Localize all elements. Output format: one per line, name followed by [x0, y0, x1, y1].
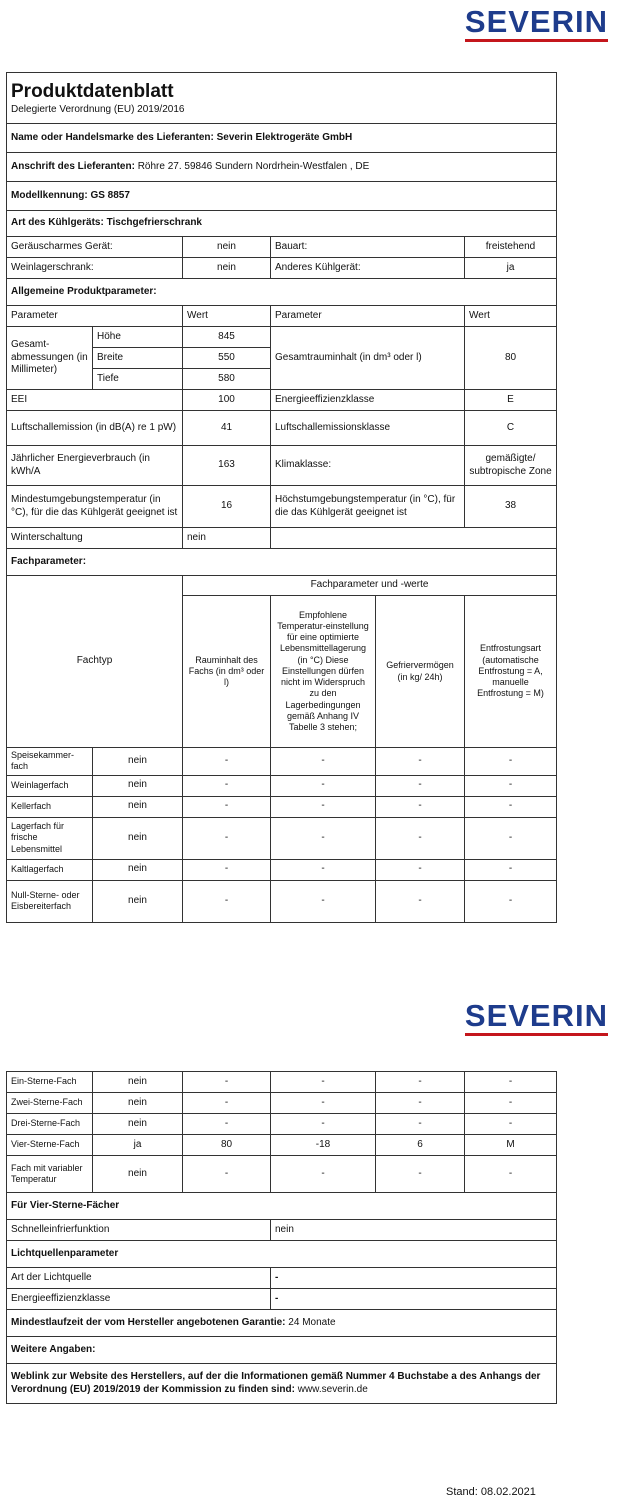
compartment-freeze: - — [376, 748, 465, 776]
light-class-value: - — [271, 1289, 557, 1310]
compartment-temp: - — [271, 1093, 376, 1114]
light-class-label: Energieeffizienzklasse — [7, 1289, 271, 1310]
compartment-freeze: - — [376, 859, 465, 880]
compartment-defrost: - — [465, 880, 557, 922]
compartment-defrost: M — [465, 1135, 557, 1156]
logo-text: SEVERIN — [464, 4, 608, 39]
product-datasheet-table-page2 — [6, 1071, 557, 1404]
compartment-present: nein — [93, 1072, 183, 1093]
basic-label: Bauart: — [271, 237, 465, 258]
compartment-freeze: - — [376, 817, 465, 859]
compartments-heading: Fachparameter: — [7, 549, 557, 576]
dim-value: 580 — [183, 369, 271, 390]
col-parameter: Parameter — [7, 306, 183, 327]
compartment-row — [7, 748, 557, 776]
compartment-present: nein — [93, 859, 183, 880]
basic-value: ja — [465, 258, 557, 279]
compartment-freeze: - — [376, 1156, 465, 1193]
compartment-volume: - — [183, 1156, 271, 1193]
col-value: Wert — [465, 306, 557, 327]
volume-label: Gesamtrauminhalt (in dm³ oder l) — [271, 327, 465, 390]
compartment-present: nein — [93, 1114, 183, 1135]
light-class-row — [7, 1289, 557, 1310]
col-parameter: Parameter — [271, 306, 465, 327]
compartment-name: Vier-Sterne-Fach — [7, 1135, 93, 1156]
param-value: E — [465, 390, 557, 411]
compartment-defrost: - — [465, 859, 557, 880]
compartment-name: Fach mit variabler Temperatur — [7, 1156, 93, 1193]
page-title: Produktdatenblatt — [11, 80, 174, 102]
warranty-label: Mindestlaufzeit der vom Hersteller angebotenen Garantie: — [11, 1316, 286, 1328]
col-volume: Rauminhalt des Fachs (in dm³ oder l) — [183, 596, 271, 748]
compartment-name: Null-Sterne- oder Eisbereiterfach — [7, 880, 93, 922]
param-label: EEI — [7, 390, 183, 411]
compartment-volume: 80 — [183, 1135, 271, 1156]
compartment-present: ja — [93, 1135, 183, 1156]
title-cell — [7, 73, 557, 124]
compartment-temp: - — [271, 748, 376, 776]
param-label: Jährlicher Energieverbrauch (in kWh/A — [7, 446, 183, 486]
basic-value: nein — [183, 258, 271, 279]
winter-row — [7, 528, 557, 549]
logo-underline — [465, 1033, 608, 1036]
light-heading: Lichtquellenparameter — [7, 1241, 557, 1268]
compartment-name: Speisekammer-fach — [7, 748, 93, 776]
compartment-temp: - — [271, 1156, 376, 1193]
param-label: Energieeffizienzklasse — [271, 390, 465, 411]
light-type-label: Art der Lichtquelle — [7, 1268, 271, 1289]
dim-label: Höhe — [93, 327, 183, 348]
address-value: Röhre 27. 59846 Sundern Nordrhein-Westfalen , DE — [137, 160, 370, 172]
weblink-cell — [7, 1364, 557, 1404]
weblink-row — [7, 1364, 557, 1404]
general-row — [7, 446, 557, 486]
logo-text: SEVERIN — [464, 998, 608, 1033]
col-temperature: Empfohlene Temperatur-einstellung für eine optimierte Lebensmittellagerung (in °C) Diese Einstellungen dürfen nicht im Widerspruch zu den Lagerbedingungen gemäß Anhang IV Tabelle 3 stehen; — [271, 596, 376, 748]
basic-value: freistehend — [465, 237, 557, 258]
type-label: Art des Kühlgeräts: — [11, 217, 104, 229]
compartment-freeze: - — [376, 796, 465, 817]
light-type-value: - — [271, 1268, 557, 1289]
four-star-heading: Für Vier-Sterne-Fächer — [7, 1193, 557, 1220]
type-value: Tischgefrierschrank — [106, 217, 202, 229]
compartment-volume: - — [183, 817, 271, 859]
compartment-present: nein — [93, 880, 183, 922]
group-header: Fachparameter und -werte — [183, 576, 557, 596]
param-value: 41 — [183, 411, 271, 446]
basic-value: nein — [183, 237, 271, 258]
compartment-name: Lagerfach für frische Lebensmittel — [7, 817, 93, 859]
compartment-volume: - — [183, 796, 271, 817]
logo-underline — [465, 39, 608, 42]
severin-logo — [465, 6, 608, 37]
general-row — [7, 411, 557, 446]
compartment-freeze: - — [376, 775, 465, 796]
model-value: GS 8857 — [90, 189, 130, 201]
compartment-temp: - — [271, 775, 376, 796]
compartment-freeze: 6 — [376, 1135, 465, 1156]
warranty-value: 24 Monate — [288, 1316, 336, 1328]
compartment-name: Kaltlagerfach — [7, 859, 93, 880]
compartment-defrost: - — [465, 1072, 557, 1093]
compartment-present: nein — [93, 748, 183, 776]
compartment-volume: - — [183, 1093, 271, 1114]
param-label: Luftschallemission (in dB(A) re 1 pW) — [7, 411, 183, 446]
winter-label: Winterschaltung — [7, 528, 183, 549]
compartment-volume: - — [183, 859, 271, 880]
basic-label: Weinlagerschrank: — [7, 258, 183, 279]
param-label: Luftschallemissionsklasse — [271, 411, 465, 446]
param-value: 163 — [183, 446, 271, 486]
dim-value: 550 — [183, 348, 271, 369]
compartment-defrost: - — [465, 748, 557, 776]
appliance-type — [7, 211, 557, 237]
weblink-value[interactable]: www.severin.de — [297, 1383, 368, 1395]
light-type-row — [7, 1268, 557, 1289]
compartment-name: Weinlagerfach — [7, 775, 93, 796]
compartment-temp: - — [271, 1072, 376, 1093]
param-label: Mindestumgebungstemperatur (in °C), für die das Kühlgerät geeignet ist — [7, 486, 183, 528]
winter-value: nein — [183, 528, 271, 549]
compartment-row — [7, 859, 557, 880]
compartment-present: nein — [93, 1093, 183, 1114]
compartment-freeze: - — [376, 1114, 465, 1135]
compartment-row — [7, 1114, 557, 1135]
compartment-temp: - — [271, 796, 376, 817]
supplier-name: Name oder Handelsmarke des Lieferanten: Severin Elektrogeräte GmbH — [7, 124, 557, 153]
compartment-row — [7, 796, 557, 817]
compartment-volume: - — [183, 1072, 271, 1093]
compartment-defrost: - — [465, 1156, 557, 1193]
compartment-row — [7, 880, 557, 922]
param-value: 38 — [465, 486, 557, 528]
fachtyp-header: Fachtyp — [7, 576, 183, 748]
compartment-name: Kellerfach — [7, 796, 93, 817]
dimensions-label: Gesamt-abmessungen (in Millimeter) — [7, 327, 93, 390]
compartment-defrost: - — [465, 1114, 557, 1135]
compartment-volume: - — [183, 880, 271, 922]
param-label: Höchstumgebungstemperatur (in °C), für die das Kühlgerät geeignet ist — [271, 486, 465, 528]
warranty-row — [7, 1310, 557, 1337]
compartment-name: Drei-Sterne-Fach — [7, 1114, 93, 1135]
compartment-volume: - — [183, 775, 271, 796]
param-value: 16 — [183, 486, 271, 528]
col-value: Wert — [183, 306, 271, 327]
address-label: Anschrift des Lieferanten: — [11, 160, 135, 172]
quick-freeze-label: Schnelleinfrierfunktion — [7, 1220, 271, 1241]
dim-label: Breite — [93, 348, 183, 369]
compartment-freeze: - — [376, 1072, 465, 1093]
compartment-name: Zwei-Sterne-Fach — [7, 1093, 93, 1114]
compartment-row — [7, 1156, 557, 1193]
compartment-present: nein — [93, 796, 183, 817]
compartment-present: nein — [93, 817, 183, 859]
compartment-row — [7, 1135, 557, 1156]
dim-value: 845 — [183, 327, 271, 348]
compartment-group-row — [7, 576, 557, 596]
quick-freeze-value: nein — [271, 1220, 557, 1241]
compartment-volume: - — [183, 1114, 271, 1135]
compartment-volume: - — [183, 748, 271, 776]
param-value: C — [465, 411, 557, 446]
empty-cell — [271, 528, 557, 549]
quick-freeze-row — [7, 1220, 557, 1241]
compartment-present: nein — [93, 1156, 183, 1193]
compartment-temp: - — [271, 859, 376, 880]
model-label: Modellkennung: — [11, 189, 88, 201]
basic-label: Anderes Kühlgerät: — [271, 258, 465, 279]
general-row — [7, 390, 557, 411]
general-row — [7, 486, 557, 528]
dim-label: Tiefe — [93, 369, 183, 390]
compartment-temp: - — [271, 1114, 376, 1135]
compartment-temp: -18 — [271, 1135, 376, 1156]
compartment-row — [7, 1072, 557, 1093]
warranty-cell — [7, 1310, 557, 1337]
dimension-row — [7, 327, 557, 348]
compartment-defrost: - — [465, 775, 557, 796]
compartment-freeze: - — [376, 1093, 465, 1114]
compartment-present: nein — [93, 775, 183, 796]
param-value: 100 — [183, 390, 271, 411]
col-freezing-capacity: Gefriervermögen (in kg/ 24h) — [376, 596, 465, 748]
compartment-defrost: - — [465, 1093, 557, 1114]
page-subtitle: Delegierte Verordnung (EU) 2019/2016 — [11, 103, 185, 115]
param-label: Klimaklasse: — [271, 446, 465, 486]
supplier-address — [7, 153, 557, 182]
volume-value: 80 — [465, 327, 557, 390]
basic-row — [7, 258, 557, 279]
basic-label: Geräuscharmes Gerät: — [7, 237, 183, 258]
compartment-temp: - — [271, 880, 376, 922]
more-info-heading: Weitere Angaben: — [7, 1337, 557, 1364]
stand-date: Stand: 08.02.2021 — [446, 1486, 536, 1498]
compartment-freeze: - — [376, 880, 465, 922]
general-heading: Allgemeine Produktparameter: — [7, 279, 557, 306]
weblink-label: Weblink zur Website des Herstellers, auf der die Informationen gemäß Nummer 4 Buchstabe a des Anhangs der Verordnung (EU) 2019/2019 der Kommission zu finden sind: — [11, 1371, 541, 1395]
product-datasheet-table — [6, 72, 557, 923]
compartment-defrost: - — [465, 796, 557, 817]
compartment-defrost: - — [465, 817, 557, 859]
param-value: gemäßigte/ subtropische Zone — [465, 446, 557, 486]
compartment-row — [7, 1093, 557, 1114]
general-header-row — [7, 306, 557, 327]
compartment-row — [7, 817, 557, 859]
basic-row — [7, 237, 557, 258]
compartment-name: Ein-Sterne-Fach — [7, 1072, 93, 1093]
severin-logo — [465, 1000, 608, 1031]
compartment-row — [7, 775, 557, 796]
model-id — [7, 182, 557, 211]
compartment-temp: - — [271, 817, 376, 859]
col-defrost-type: Entfrostungsart (automatische Entfrostung = A, manuelle Entfrostung = M) — [465, 596, 557, 748]
